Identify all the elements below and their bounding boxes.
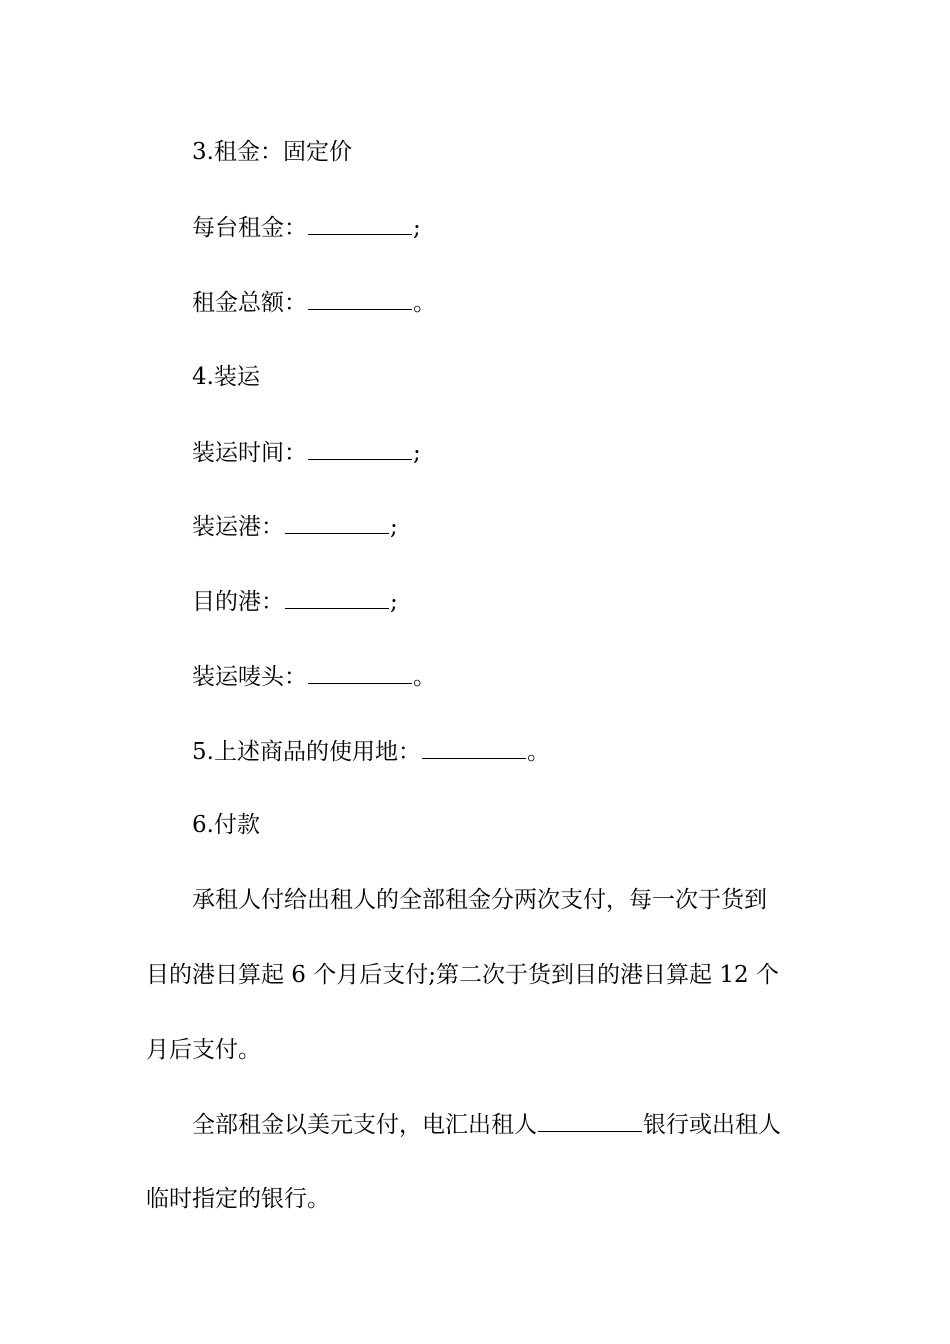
destination-port-label: 目的港：	[192, 589, 284, 615]
currency-paragraph-line-2	[146, 1184, 816, 1214]
currency-text-2: 临时指定的银行。	[146, 1186, 330, 1212]
loading-port-blank	[285, 511, 389, 534]
total-rent-line	[192, 287, 862, 318]
destination-port-blank	[285, 586, 389, 609]
payment-text-2: 目的港日算起 6 个月后支付;第二次于货到目的港日算起 12 个	[146, 962, 779, 988]
total-rent-blank	[308, 287, 412, 310]
unit-rent-blank	[308, 212, 412, 235]
currency-paragraph-line-1	[192, 1109, 862, 1140]
clause-5-line	[192, 736, 862, 767]
clause-3-text: 3.租金：固定价	[192, 139, 352, 165]
total-rent-label: 租金总额：	[192, 290, 307, 316]
payment-text-1: 承租人付给出租人的全部租金分两次支付，每一次于货到	[192, 887, 767, 913]
loading-port-punct: ;	[390, 514, 398, 540]
clause-4-heading	[192, 362, 862, 392]
use-place-label: 5.上述商品的使用地：	[192, 739, 421, 765]
payment-paragraph-line-3	[146, 1035, 816, 1065]
shipping-mark-blank	[308, 661, 412, 684]
shipment-time-blank	[308, 437, 412, 460]
use-place-punct: 。	[526, 739, 550, 765]
clause-4-text: 4.装运	[192, 364, 260, 390]
shipment-time-punct: ;	[413, 440, 421, 466]
unit-rent-punct: ;	[413, 215, 421, 241]
total-rent-punct: 。	[413, 290, 436, 316]
shipping-mark-punct: 。	[413, 664, 436, 690]
clause-6-text: 6.付款	[192, 812, 260, 838]
payment-paragraph-line-1	[192, 885, 862, 915]
shipment-time-line	[192, 437, 862, 468]
currency-text-1a: 全部租金以美元支付，电汇出租人	[192, 1112, 537, 1138]
unit-rent-label: 每台租金：	[192, 215, 307, 241]
unit-rent-line	[192, 212, 862, 243]
loading-port-line	[192, 511, 862, 542]
shipping-mark-label: 装运唛头：	[192, 664, 307, 690]
shipment-time-label: 装运时间：	[192, 440, 307, 466]
clause-3-heading	[192, 137, 862, 167]
destination-port-punct: ;	[390, 589, 398, 615]
payment-paragraph-line-2	[146, 960, 816, 990]
payment-text-3: 月后支付。	[146, 1037, 261, 1063]
currency-text-1b: 银行或出租人	[643, 1112, 781, 1138]
shipping-mark-line	[192, 661, 862, 692]
destination-port-line	[192, 586, 862, 617]
bank-blank	[538, 1109, 642, 1132]
clause-6-heading	[192, 810, 862, 840]
loading-port-label: 装运港：	[192, 514, 284, 540]
use-place-blank	[422, 736, 526, 759]
